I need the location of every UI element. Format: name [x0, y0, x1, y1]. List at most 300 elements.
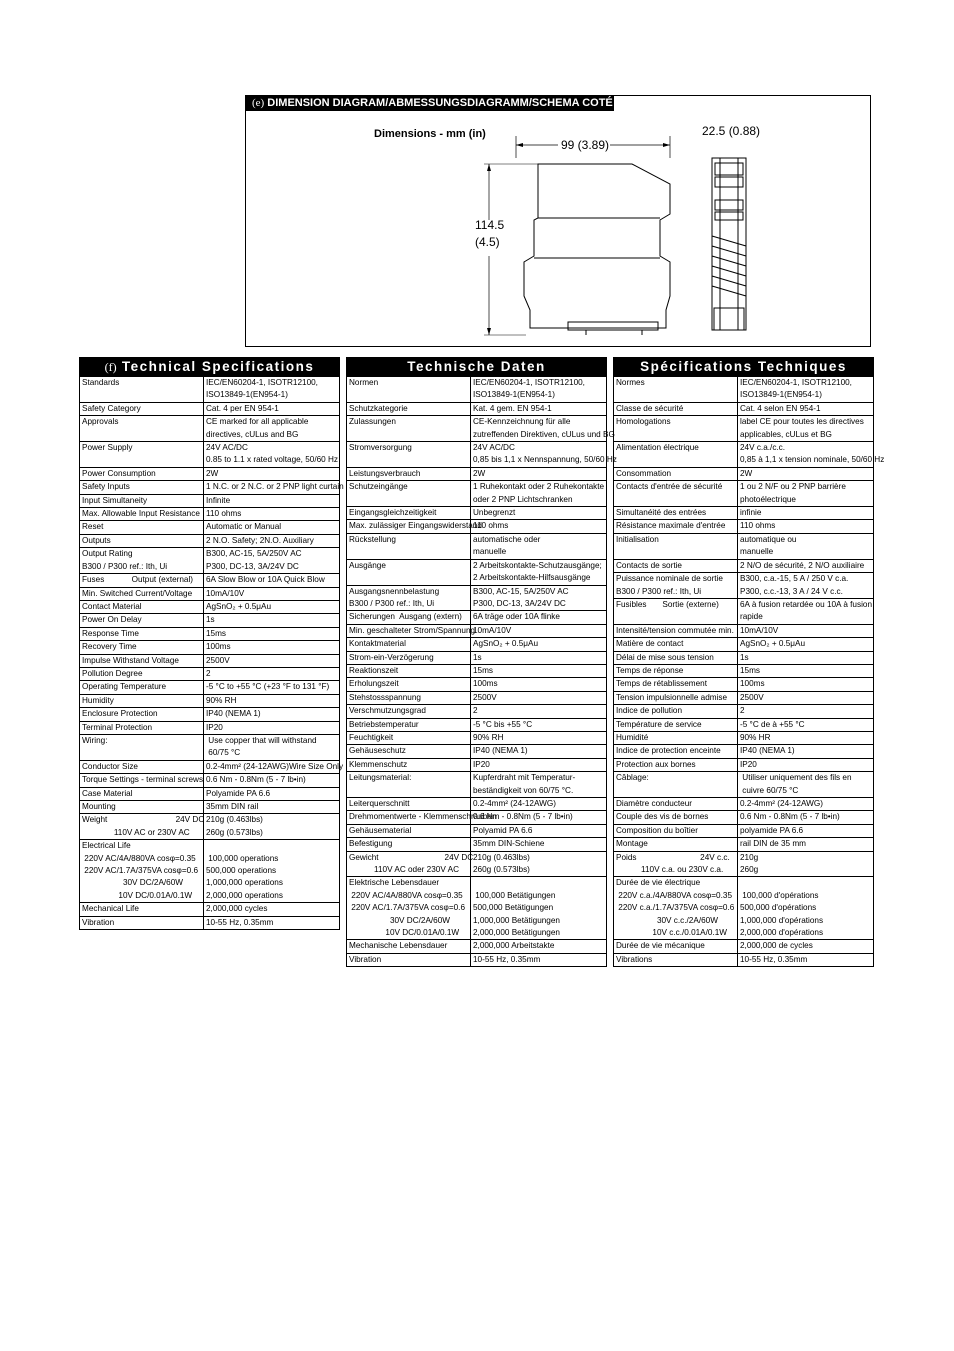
height-label-in: (4.5): [475, 235, 500, 249]
spec-value: 2: [206, 668, 211, 678]
spec-row: [614, 533, 874, 559]
spec-value: 10-55 Hz, 0.35mm: [206, 917, 274, 927]
depth-label: 22.5 (0.88): [702, 124, 761, 138]
spec-label-cell: [347, 940, 471, 953]
spec-row: [347, 851, 607, 877]
spec-value-cell: [204, 467, 340, 480]
spec-label-cell: [347, 838, 471, 851]
device-side-profile: [524, 164, 670, 335]
spec-value-cell: [471, 442, 617, 468]
spec-label: Puissance nominale de sortie: [616, 574, 723, 584]
spec-value: -5 °C to +55 °C (+23 °F to 131 °F): [206, 682, 330, 692]
spec-label-cell: [80, 903, 204, 916]
spec-value-cell: [471, 678, 607, 691]
spec-value-cell: [738, 838, 874, 851]
spec-value: manuelle: [740, 547, 774, 557]
spec-label: Sicherungen Ausgang (extern): [349, 612, 462, 622]
spec-value-cell: [471, 402, 607, 415]
spec-label: 220V AC/4A/880VA cosφ=0.35: [82, 853, 196, 863]
spec-row: [347, 507, 607, 520]
spec-title-french: Spécifications Techniques: [613, 357, 874, 376]
spec-label-cell: [614, 481, 738, 507]
spec-label-cell: [347, 758, 471, 771]
spec-label: Kontaktmaterial: [349, 639, 406, 649]
spec-label-cell: [80, 402, 204, 415]
spec-value-cell: [204, 840, 340, 903]
spec-label-cell: [347, 772, 471, 798]
spec-value-cell: [471, 664, 607, 677]
spec-row: [80, 641, 340, 654]
spec-value: rapide: [740, 612, 763, 622]
spec-row: [614, 691, 874, 704]
spec-label: Operating Temperature: [82, 682, 167, 692]
spec-value-cell: [204, 402, 340, 415]
spec-title-english: [79, 357, 340, 376]
spec-label: Simultanéité des entrées: [616, 508, 707, 518]
spec-label-cell: [80, 494, 204, 507]
spec-label-cell: [614, 467, 738, 480]
spec-label: Composition du boîtier: [616, 825, 698, 835]
spec-label: Normes: [616, 378, 645, 387]
spec-value: 2 N/O de sécurité, 2 N/O auxiliaire: [740, 560, 865, 570]
spec-value: 100,000 Betätigungen: [473, 890, 556, 900]
spec-value-cell: [738, 772, 874, 798]
spec-label-cell: [614, 838, 738, 851]
spec-label: Elektrische Lebensdauer: [349, 878, 440, 888]
spec-row: [80, 681, 340, 694]
spec-label: Intensité/tension commutée min.: [616, 625, 734, 635]
spec-row: [614, 798, 874, 811]
spec-row: [80, 377, 340, 403]
spec-row: [614, 416, 874, 442]
spec-value: 110 ohms: [740, 521, 776, 531]
spec-label: Mechanische Lebensdauer: [349, 941, 448, 951]
spec-value: B300, c.a.-15, 5 A / 250 V c.a.: [740, 574, 849, 584]
spec-value: label CE pour toutes les directives: [740, 417, 864, 427]
spec-label: Humidity: [82, 695, 114, 705]
spec-row: [347, 377, 607, 403]
spec-label-cell: [80, 654, 204, 667]
spec-value-cell: [204, 587, 340, 600]
spec-value-cell: [738, 745, 874, 758]
spec-row: [614, 638, 874, 651]
spec-row: [347, 877, 607, 940]
spec-value: 210g (0.463lbs): [473, 852, 530, 862]
spec-row: [80, 774, 340, 787]
spec-label-cell: [347, 467, 471, 480]
spec-label: Consommation: [616, 468, 672, 478]
spec-value: [740, 877, 873, 889]
spec-value: IP40 (NEMA 1): [740, 746, 795, 756]
spec-label: 110V c.a. ou 230V c.a.: [616, 865, 724, 875]
spec-value: polyamide PA 6.6: [740, 825, 804, 835]
spec-label: Pollution Degree: [82, 668, 143, 678]
spec-label: Tension impulsionnelle admise: [616, 692, 728, 702]
spec-label: Humidité: [616, 732, 649, 742]
spec-value: ISO13849-1(EN954-1): [206, 390, 288, 400]
spec-value: 10-55 Hz, 0.35mm: [473, 954, 541, 964]
spec-row: [614, 598, 874, 624]
spec-label: Protection aux bornes: [616, 759, 696, 769]
spec-label: Max. Allowable Input Resistance: [82, 509, 200, 519]
spec-label: Impulse Withstand Voltage: [82, 655, 179, 665]
spec-value-cell: [204, 508, 340, 521]
spec-value: 100,000 operations: [206, 853, 279, 863]
height-arrow-bottom: [487, 328, 491, 335]
spec-label-cell: [614, 824, 738, 837]
spec-value: Automatic or Manual: [206, 522, 282, 532]
spec-label-cell: [614, 877, 738, 940]
spec-row: [614, 507, 874, 520]
dimension-diagram-panel: [245, 95, 871, 347]
spec-value-cell: [738, 664, 874, 677]
spec-label-cell: [347, 533, 471, 559]
spec-row: [614, 678, 874, 691]
spec-label: Reset: [82, 522, 104, 532]
spec-label-cell: [614, 811, 738, 824]
spec-label: 30V DC/2A/60W: [82, 878, 184, 888]
spec-row: [614, 520, 874, 533]
spec-value: 6A Slow Blow or 10A Quick Blow: [206, 575, 325, 585]
spec-value: 2,000,000 operations: [206, 890, 283, 900]
spec-value-cell: [204, 614, 340, 627]
spec-row: [614, 851, 874, 877]
spec-value-cell: [204, 534, 340, 547]
spec-value: beständigkeit von 60/75 °C.: [473, 785, 574, 795]
spec-label-cell: [614, 745, 738, 758]
spec-label: Mechanical Life: [82, 904, 139, 914]
spec-value-cell: [471, 467, 607, 480]
spec-value: CE-Kennzeichnung für alle: [473, 417, 571, 427]
spec-value: B300, AC-15, 5A/250V AC: [206, 549, 302, 559]
spec-value-cell: [204, 801, 340, 814]
spec-value-cell: [204, 521, 340, 534]
spec-label-cell: [614, 402, 738, 415]
spec-value: infinie: [740, 508, 762, 518]
spec-label-cell: [80, 681, 204, 694]
spec-value: 15ms: [206, 628, 227, 638]
spec-value-cell: [738, 731, 874, 744]
spec-label-cell: [80, 840, 204, 903]
spec-label-cell: [80, 377, 204, 403]
spec-label: Drehmomentwerte - Klemmenschrauben: [349, 812, 497, 822]
spec-value: Unbegrenzt: [473, 508, 516, 518]
spec-row: [614, 651, 874, 664]
spec-label: Couple des vis de bornes: [616, 812, 709, 822]
spec-label: B300 / P300 ref.: Ith, Ui: [82, 561, 168, 571]
spec-row: [80, 442, 340, 468]
spec-value: automatische oder: [473, 534, 541, 544]
spec-label: Min. geschalteter Strom/Spannung: [349, 625, 476, 635]
spec-section-letter: (f): [104, 360, 117, 374]
spec-label-cell: [347, 416, 471, 442]
spec-value: Kupferdraht mit Temperatur-: [473, 773, 576, 783]
spec-value-cell: [738, 638, 874, 651]
spec-value: 90% HR: [740, 732, 771, 742]
spec-label-cell: [347, 402, 471, 415]
spec-label-cell: [80, 667, 204, 680]
spec-label-cell: [614, 442, 738, 468]
spec-row: [347, 638, 607, 651]
spec-value-cell: [204, 694, 340, 707]
spec-value: 210g: [740, 852, 759, 862]
spec-label-cell: [347, 851, 474, 877]
spec-label: Vibration: [349, 954, 382, 964]
spec-label-cell: [80, 508, 204, 521]
spec-label: Rückstellung: [349, 534, 396, 544]
spec-label: Max. zulässiger Eingangswiderstand: [349, 521, 482, 531]
spec-label: 220V AC/1.7A/375VA cosφ=0.6: [349, 903, 465, 913]
spec-label: 220V c.a./4A/880VA cosφ=0.35: [616, 890, 732, 900]
spec-value-cell: [471, 745, 607, 758]
spec-value: 1,000,000 Betätigungen: [473, 915, 560, 925]
spec-label: Enclosure Protection: [82, 709, 158, 719]
spec-row: [347, 772, 607, 798]
spec-value: 10mA/10V: [473, 625, 512, 635]
spec-value-cell: [204, 600, 340, 613]
spec-value: IEC/EN60204-1, ISOTR12100,: [206, 378, 318, 387]
spec-label: Zulassungen: [349, 417, 396, 427]
spec-value: IEC/EN60204-1, ISOTR12100,: [740, 378, 852, 387]
spec-value: P300, c.c.-13, 3 A / 24 V c.c.: [740, 586, 843, 596]
spec-row: [347, 559, 607, 585]
spec-label: Homologations: [616, 417, 671, 427]
spec-row: [80, 801, 340, 814]
spec-label-cell: [614, 624, 738, 637]
spec-label-cell: [80, 600, 204, 613]
spec-row: [614, 953, 874, 966]
spec-label: Normen: [349, 378, 379, 387]
spec-value-cell: [738, 851, 874, 877]
spec-value-cell: [204, 416, 340, 442]
spec-label: Case Material: [82, 788, 133, 798]
spec-label-cell: [614, 772, 738, 798]
dimension-units-label: Dimensions - mm (in): [374, 128, 486, 140]
spec-table-french: [613, 357, 885, 967]
spec-value: AgSnO₂ + 0.5μAu: [740, 639, 806, 649]
spec-label: 30V c.c./2A/60W: [616, 915, 718, 925]
spec-label: Ausgangsnennbelastung: [349, 586, 440, 596]
spec-row: [80, 402, 340, 415]
spec-row: [347, 718, 607, 731]
spec-row: [347, 678, 607, 691]
spec-label-cell: [347, 520, 482, 533]
spec-label-cell: [80, 787, 204, 800]
spec-label: 220V c.a./1.7A/375VA cosφ=0.6: [616, 903, 735, 913]
spec-row: [614, 481, 874, 507]
spec-value: 1 Ruhekontakt oder 2 Ruhekontakte: [473, 482, 605, 492]
spec-label-cell: [80, 708, 204, 721]
spec-value-cell: [204, 442, 340, 468]
spec-label-cell: [347, 624, 476, 637]
spec-value-cell: [738, 507, 874, 520]
dimension-section-letter: (e): [252, 97, 265, 109]
dimension-drawing: [246, 96, 870, 346]
spec-label-cell: [614, 507, 738, 520]
spec-value: IEC/EN60204-1, ISOTR12100,: [473, 378, 585, 387]
spec-value: 15ms: [740, 665, 761, 675]
spec-title-english-text: Technical Specifications: [121, 359, 315, 374]
spec-row: [347, 824, 607, 837]
spec-value: manuelle: [473, 547, 507, 557]
spec-value: 10mA/10V: [206, 588, 245, 598]
spec-label-cell: [80, 467, 204, 480]
spec-row: [80, 760, 340, 773]
spec-value-cell: [471, 559, 607, 585]
spec-value: 10mA/10V: [740, 625, 779, 635]
spec-value: IP20: [206, 722, 223, 732]
spec-value-cell: [738, 953, 874, 966]
spec-value: 100ms: [740, 679, 765, 689]
spec-value: 2,000,000 d'opérations: [740, 928, 824, 938]
spec-value: 2 Arbeitskontakte-Schutzausgänge;: [473, 560, 602, 570]
spec-value: Utiliser uniquement des fils en: [740, 773, 852, 783]
spec-row: [80, 654, 340, 667]
spec-value: 90% RH: [473, 732, 504, 742]
spec-value-cell: [471, 772, 607, 798]
spec-value-cell: [471, 758, 607, 771]
spec-label: Weight 24V DC: [82, 815, 205, 825]
spec-value-cell: [204, 667, 340, 680]
spec-row: [80, 734, 340, 760]
spec-label: 30V DC/2A/60W: [349, 915, 451, 925]
spec-value-cell: [471, 624, 607, 637]
spec-row: [80, 667, 340, 680]
spec-row: [80, 600, 340, 613]
spec-title-german: Technische Daten: [346, 357, 607, 376]
spec-value: 1s: [473, 652, 482, 662]
spec-value: Infinite: [206, 495, 231, 505]
spec-value-cell: [738, 877, 874, 940]
spec-row: [614, 559, 874, 572]
spec-label: Durée de vie électrique: [616, 878, 701, 888]
height-arrow-top: [487, 164, 491, 171]
spec-value-cell: [204, 481, 344, 494]
spec-row: [80, 416, 340, 442]
spec-value-cell: [738, 573, 874, 599]
spec-row: [347, 798, 607, 811]
spec-label-cell: [347, 638, 471, 651]
spec-label: Strom-ein-Verzögerung: [349, 652, 434, 662]
spec-label-cell: [80, 481, 204, 494]
spec-label: Power Supply: [82, 443, 133, 453]
spec-label-cell: [347, 585, 471, 611]
spec-row: [614, 402, 874, 415]
spec-row: [614, 758, 874, 771]
spec-label-cell: [614, 758, 738, 771]
spec-value-cell: [471, 851, 607, 877]
spec-label-cell: [80, 774, 204, 787]
spec-value: 2500V: [473, 692, 497, 702]
spec-value-cell: [738, 559, 874, 572]
spec-label: Fuses Output (external): [82, 575, 194, 585]
spec-row: [347, 731, 607, 744]
spec-label-cell: [80, 760, 204, 773]
spec-row: [80, 481, 340, 494]
spec-value: 0,85 à 1,1 x tension nominale, 50/60 Hz: [740, 455, 885, 465]
spec-row: [347, 585, 607, 611]
spec-value: 10-55 Hz, 0.35mm: [740, 954, 808, 964]
spec-label: 220V AC/1.7A/375VA cosφ=0.6: [82, 866, 198, 876]
spec-row: [614, 772, 874, 798]
spec-value: 0.2-4mm² (24-12AWG): [740, 799, 823, 808]
spec-row: [614, 731, 874, 744]
spec-label: Gewicht 24V DC: [349, 852, 474, 862]
spec-row: [347, 442, 607, 468]
spec-value-cell: [471, 824, 607, 837]
spec-value: IP40 (NEMA 1): [473, 746, 528, 756]
spec-label-cell: [614, 678, 738, 691]
spec-row: [80, 840, 340, 903]
spec-label: Température de service: [616, 719, 702, 729]
spec-row: [347, 611, 607, 624]
spec-value: 2 Arbeitskontakte-Hilfsausgänge: [473, 573, 591, 583]
spec-value: 500,000 d'opérations: [740, 903, 817, 913]
spec-value-cell: [471, 940, 607, 953]
spec-value: 2W: [206, 468, 219, 478]
spec-value: 24V AC/DC: [206, 443, 248, 453]
spec-row: [80, 574, 340, 587]
spec-label: Contacts de sortie: [616, 560, 682, 570]
spec-value: Kat. 4 gem. EN 954-1: [473, 403, 552, 413]
spec-value: rail DIN de 35 mm: [740, 839, 806, 849]
spec-value-cell: [738, 758, 874, 771]
spec-label-cell: [347, 377, 471, 403]
spec-label: Diamètre conducteur: [616, 799, 692, 808]
spec-label-cell: [347, 953, 471, 966]
spec-value: Use copper that will withstand: [206, 735, 317, 745]
spec-label-cell: [80, 694, 204, 707]
spec-label-cell: [614, 664, 738, 677]
spec-row: [347, 624, 607, 637]
spec-value: B300, AC-15, 5A/250V AC: [473, 586, 569, 596]
spec-value: AgSnO₂ + 0.5μAu: [473, 639, 539, 649]
spec-value: Polyamid PA 6.6: [473, 825, 533, 835]
spec-value: 2,000,000 cycles: [206, 904, 268, 914]
spec-label: Safety Inputs: [82, 482, 130, 492]
spec-value-cell: [204, 708, 340, 721]
spec-value-cell: [204, 641, 340, 654]
spec-row: [347, 953, 607, 966]
spec-label-cell: [80, 521, 204, 534]
spec-label: Safety Category: [82, 403, 141, 413]
spec-row: [614, 467, 874, 480]
spec-row: [614, 838, 874, 851]
spec-label: Indice de pollution: [616, 706, 683, 716]
spec-value: 1,000,000 operations: [206, 878, 283, 888]
spec-row: [80, 467, 340, 480]
spec-label-cell: [347, 611, 471, 624]
spec-label-cell: [80, 442, 204, 468]
spec-value: 2W: [740, 468, 753, 478]
spec-value-cell: [738, 520, 874, 533]
spec-row: [614, 811, 874, 824]
spec-value: 260g: [740, 865, 759, 875]
spec-row: [80, 694, 340, 707]
spec-row: [347, 520, 607, 533]
spec-row: [614, 745, 874, 758]
spec-row: [347, 467, 607, 480]
spec-value-cell: [204, 681, 340, 694]
spec-label: Leistungsverbrauch: [349, 468, 421, 478]
spec-row: [80, 814, 340, 840]
spec-label: B300 / P300 ref.: Ith, Ui: [616, 586, 702, 596]
spec-row: [80, 708, 340, 721]
spec-label-cell: [614, 798, 738, 811]
spec-label: Terminal Protection: [82, 722, 153, 732]
spec-label: Response Time: [82, 628, 139, 638]
spec-value-cell: [204, 787, 340, 800]
